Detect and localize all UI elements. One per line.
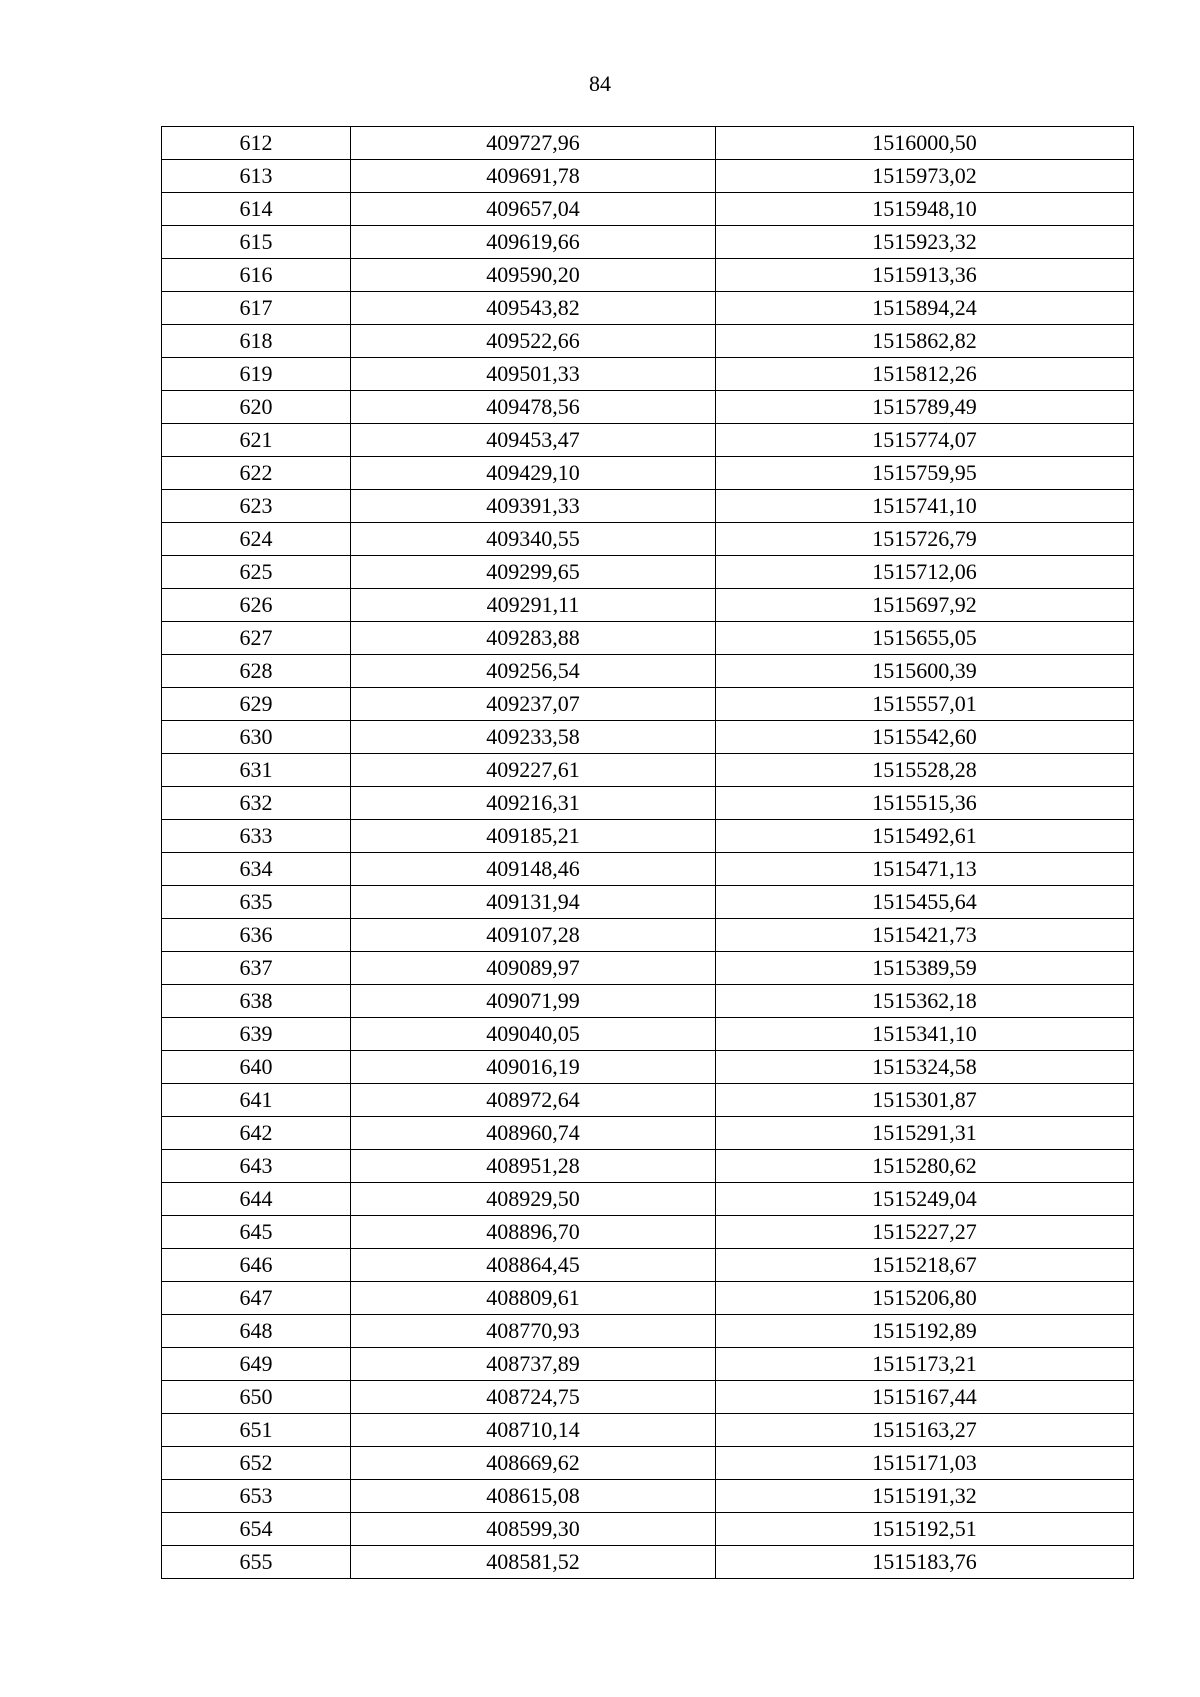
table-row	[162, 1084, 1134, 1117]
y-coordinate-cell: 1515726,79	[716, 523, 1134, 556]
x-coordinate-cell: 409657,04	[351, 193, 716, 226]
y-coordinate-cell: 1515291,31	[716, 1117, 1134, 1150]
point-number-cell: 641	[162, 1084, 351, 1117]
x-coordinate-cell: 409501,33	[351, 358, 716, 391]
x-coordinate-cell: 409148,46	[351, 853, 716, 886]
point-number-cell: 612	[162, 127, 351, 160]
table-row	[162, 919, 1134, 952]
table-row	[162, 226, 1134, 259]
x-coordinate-cell: 409089,97	[351, 952, 716, 985]
x-coordinate-cell: 408599,30	[351, 1513, 716, 1546]
x-coordinate-cell: 409237,07	[351, 688, 716, 721]
y-coordinate-cell: 1515515,36	[716, 787, 1134, 820]
x-coordinate-cell: 409256,54	[351, 655, 716, 688]
point-number-cell: 639	[162, 1018, 351, 1051]
x-coordinate-cell: 409522,66	[351, 325, 716, 358]
x-coordinate-cell: 409590,20	[351, 259, 716, 292]
x-coordinate-cell: 408896,70	[351, 1216, 716, 1249]
table-row	[162, 424, 1134, 457]
point-number-cell: 647	[162, 1282, 351, 1315]
y-coordinate-cell: 1515421,73	[716, 919, 1134, 952]
point-number-cell: 625	[162, 556, 351, 589]
point-number-cell: 631	[162, 754, 351, 787]
x-coordinate-cell: 409107,28	[351, 919, 716, 952]
y-coordinate-cell: 1515774,07	[716, 424, 1134, 457]
y-coordinate-cell: 1515913,36	[716, 259, 1134, 292]
x-coordinate-cell: 409543,82	[351, 292, 716, 325]
table-row	[162, 787, 1134, 820]
table-row	[162, 853, 1134, 886]
table-row	[162, 820, 1134, 853]
y-coordinate-cell: 1515362,18	[716, 985, 1134, 1018]
point-number-cell: 629	[162, 688, 351, 721]
y-coordinate-cell: 1515173,21	[716, 1348, 1134, 1381]
table-row	[162, 523, 1134, 556]
x-coordinate-cell: 409691,78	[351, 160, 716, 193]
y-coordinate-cell: 1515171,03	[716, 1447, 1134, 1480]
table-row	[162, 457, 1134, 490]
y-coordinate-cell: 1515471,13	[716, 853, 1134, 886]
x-coordinate-cell: 409227,61	[351, 754, 716, 787]
table-row	[162, 721, 1134, 754]
table-row	[162, 193, 1134, 226]
y-coordinate-cell: 1516000,50	[716, 127, 1134, 160]
point-number-cell: 618	[162, 325, 351, 358]
table-row	[162, 358, 1134, 391]
point-number-cell: 627	[162, 622, 351, 655]
table-row	[162, 622, 1134, 655]
x-coordinate-cell: 408929,50	[351, 1183, 716, 1216]
x-coordinate-cell: 408809,61	[351, 1282, 716, 1315]
y-coordinate-cell: 1515948,10	[716, 193, 1134, 226]
point-number-cell: 655	[162, 1546, 351, 1579]
y-coordinate-cell: 1515812,26	[716, 358, 1134, 391]
y-coordinate-cell: 1515249,04	[716, 1183, 1134, 1216]
table-row	[162, 952, 1134, 985]
point-number-cell: 616	[162, 259, 351, 292]
table-row	[162, 1315, 1134, 1348]
coordinates-table-body	[162, 127, 1134, 1579]
y-coordinate-cell: 1515389,59	[716, 952, 1134, 985]
y-coordinate-cell: 1515163,27	[716, 1414, 1134, 1447]
y-coordinate-cell: 1515280,62	[716, 1150, 1134, 1183]
table-row	[162, 1150, 1134, 1183]
x-coordinate-cell: 408770,93	[351, 1315, 716, 1348]
table-row	[162, 1117, 1134, 1150]
table-row	[162, 1282, 1134, 1315]
x-coordinate-cell: 409391,33	[351, 490, 716, 523]
y-coordinate-cell: 1515528,28	[716, 754, 1134, 787]
point-number-cell: 644	[162, 1183, 351, 1216]
y-coordinate-cell: 1515542,60	[716, 721, 1134, 754]
x-coordinate-cell: 409185,21	[351, 820, 716, 853]
y-coordinate-cell: 1515923,32	[716, 226, 1134, 259]
x-coordinate-cell: 408710,14	[351, 1414, 716, 1447]
y-coordinate-cell: 1515759,95	[716, 457, 1134, 490]
table-row	[162, 886, 1134, 919]
point-number-cell: 634	[162, 853, 351, 886]
y-coordinate-cell: 1515600,39	[716, 655, 1134, 688]
point-number-cell: 628	[162, 655, 351, 688]
y-coordinate-cell: 1515492,61	[716, 820, 1134, 853]
table-row	[162, 754, 1134, 787]
y-coordinate-cell: 1515341,10	[716, 1018, 1134, 1051]
table-row	[162, 1051, 1134, 1084]
y-coordinate-cell: 1515894,24	[716, 292, 1134, 325]
table-row	[162, 985, 1134, 1018]
x-coordinate-cell: 409040,05	[351, 1018, 716, 1051]
x-coordinate-cell: 409453,47	[351, 424, 716, 457]
y-coordinate-cell: 1515862,82	[716, 325, 1134, 358]
x-coordinate-cell: 408724,75	[351, 1381, 716, 1414]
x-coordinate-cell: 409283,88	[351, 622, 716, 655]
x-coordinate-cell: 409727,96	[351, 127, 716, 160]
point-number-cell: 638	[162, 985, 351, 1018]
y-coordinate-cell: 1515227,27	[716, 1216, 1134, 1249]
point-number-cell: 642	[162, 1117, 351, 1150]
point-number-cell: 637	[162, 952, 351, 985]
x-coordinate-cell: 409429,10	[351, 457, 716, 490]
table-row	[162, 1414, 1134, 1447]
y-coordinate-cell: 1515973,02	[716, 160, 1134, 193]
point-number-cell: 636	[162, 919, 351, 952]
table-row	[162, 1018, 1134, 1051]
x-coordinate-cell: 409131,94	[351, 886, 716, 919]
point-number-cell: 623	[162, 490, 351, 523]
x-coordinate-cell: 409299,65	[351, 556, 716, 589]
table-row	[162, 1249, 1134, 1282]
table-row	[162, 589, 1134, 622]
point-number-cell: 643	[162, 1150, 351, 1183]
y-coordinate-cell: 1515206,80	[716, 1282, 1134, 1315]
point-number-cell: 617	[162, 292, 351, 325]
point-number-cell: 615	[162, 226, 351, 259]
y-coordinate-cell: 1515455,64	[716, 886, 1134, 919]
x-coordinate-cell: 409216,31	[351, 787, 716, 820]
x-coordinate-cell: 408737,89	[351, 1348, 716, 1381]
point-number-cell: 630	[162, 721, 351, 754]
y-coordinate-cell: 1515167,44	[716, 1381, 1134, 1414]
point-number-cell: 654	[162, 1513, 351, 1546]
point-number-cell: 633	[162, 820, 351, 853]
table-row	[162, 1183, 1134, 1216]
point-number-cell: 626	[162, 589, 351, 622]
x-coordinate-cell: 408581,52	[351, 1546, 716, 1579]
y-coordinate-cell: 1515301,87	[716, 1084, 1134, 1117]
table-row	[162, 1546, 1134, 1579]
table-row	[162, 391, 1134, 424]
point-number-cell: 620	[162, 391, 351, 424]
point-number-cell: 622	[162, 457, 351, 490]
y-coordinate-cell: 1515789,49	[716, 391, 1134, 424]
point-number-cell: 640	[162, 1051, 351, 1084]
point-number-cell: 614	[162, 193, 351, 226]
x-coordinate-cell: 408615,08	[351, 1480, 716, 1513]
point-number-cell: 650	[162, 1381, 351, 1414]
x-coordinate-cell: 408864,45	[351, 1249, 716, 1282]
point-number-cell: 649	[162, 1348, 351, 1381]
x-coordinate-cell: 408951,28	[351, 1150, 716, 1183]
x-coordinate-cell: 409071,99	[351, 985, 716, 1018]
table-row	[162, 160, 1134, 193]
y-coordinate-cell: 1515183,76	[716, 1546, 1134, 1579]
point-number-cell: 645	[162, 1216, 351, 1249]
table-row	[162, 1348, 1134, 1381]
point-number-cell: 646	[162, 1249, 351, 1282]
y-coordinate-cell: 1515192,51	[716, 1513, 1134, 1546]
x-coordinate-cell: 409233,58	[351, 721, 716, 754]
table-row	[162, 292, 1134, 325]
y-coordinate-cell: 1515192,89	[716, 1315, 1134, 1348]
point-number-cell: 613	[162, 160, 351, 193]
table-row	[162, 127, 1134, 160]
point-number-cell: 624	[162, 523, 351, 556]
y-coordinate-cell: 1515557,01	[716, 688, 1134, 721]
point-number-cell: 619	[162, 358, 351, 391]
table-row	[162, 655, 1134, 688]
x-coordinate-cell: 409619,66	[351, 226, 716, 259]
table-row	[162, 490, 1134, 523]
page-number: 84	[589, 71, 611, 96]
point-number-cell: 652	[162, 1447, 351, 1480]
table-row	[162, 259, 1134, 292]
table-row	[162, 1381, 1134, 1414]
table-row	[162, 1513, 1134, 1546]
point-number-cell: 635	[162, 886, 351, 919]
table-row	[162, 1447, 1134, 1480]
y-coordinate-cell: 1515741,10	[716, 490, 1134, 523]
point-number-cell: 621	[162, 424, 351, 457]
y-coordinate-cell: 1515218,67	[716, 1249, 1134, 1282]
x-coordinate-cell: 408972,64	[351, 1084, 716, 1117]
table-row	[162, 1480, 1134, 1513]
point-number-cell: 651	[162, 1414, 351, 1447]
table-row	[162, 688, 1134, 721]
x-coordinate-cell: 408960,74	[351, 1117, 716, 1150]
x-coordinate-cell: 409016,19	[351, 1051, 716, 1084]
point-number-cell: 648	[162, 1315, 351, 1348]
x-coordinate-cell: 409291,11	[351, 589, 716, 622]
point-number-cell: 632	[162, 787, 351, 820]
table-row	[162, 556, 1134, 589]
y-coordinate-cell: 1515697,92	[716, 589, 1134, 622]
point-number-cell: 653	[162, 1480, 351, 1513]
x-coordinate-cell: 409340,55	[351, 523, 716, 556]
coordinates-table	[161, 126, 1134, 1579]
x-coordinate-cell: 408669,62	[351, 1447, 716, 1480]
y-coordinate-cell: 1515655,05	[716, 622, 1134, 655]
y-coordinate-cell: 1515712,06	[716, 556, 1134, 589]
y-coordinate-cell: 1515324,58	[716, 1051, 1134, 1084]
table-row	[162, 325, 1134, 358]
table-row	[162, 1216, 1134, 1249]
y-coordinate-cell: 1515191,32	[716, 1480, 1134, 1513]
x-coordinate-cell: 409478,56	[351, 391, 716, 424]
